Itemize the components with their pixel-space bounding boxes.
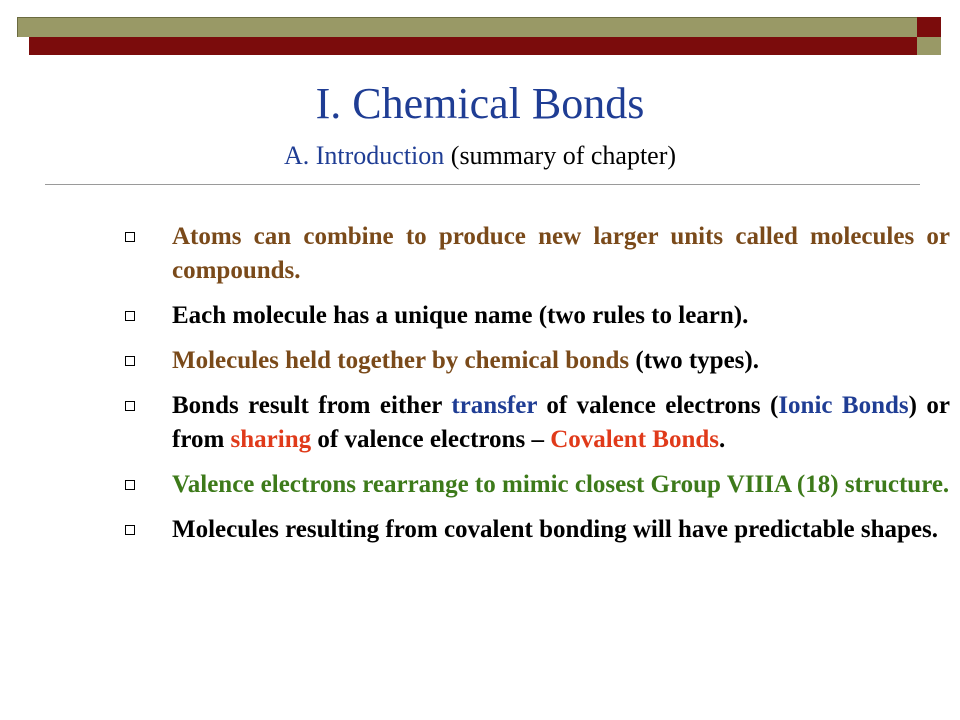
hollow-square-icon — [125, 401, 135, 411]
slide-subtitle — [0, 143, 960, 169]
bullet-text: . — [719, 426, 726, 453]
hollow-square-icon — [125, 480, 135, 490]
keyword-ionic-bonds: Ionic Bonds — [778, 392, 909, 419]
subtitle-section: A. Introduction — [283, 141, 445, 170]
bullet-item — [120, 513, 950, 547]
keyword-covalent-bonds: Covalent Bonds — [550, 426, 719, 453]
hollow-square-icon — [125, 232, 135, 242]
bullet-item — [120, 220, 950, 288]
hollow-square-icon — [125, 311, 135, 321]
bullet-text: Molecules resulting from covalent bonding will have predictable shapes. — [172, 516, 938, 543]
bullet-text: Valence electrons rearrange to mimic closest Group VIIIA (18) structure. — [172, 471, 950, 498]
header-corner-maroon — [917, 17, 941, 37]
bullet-item — [120, 344, 950, 378]
bullet-text: of valence electrons – — [311, 426, 551, 453]
header-bar-olive — [17, 17, 917, 37]
hollow-square-icon — [125, 525, 135, 535]
bullet-item — [120, 299, 950, 333]
bullet-text: Atoms can combine to produce new larger units called molecules or compounds. — [172, 223, 950, 284]
header-corner-olive — [917, 37, 941, 55]
subtitle-note: (summary of chapter) — [444, 141, 677, 170]
bullet-item — [120, 468, 950, 502]
slide-title: I. Chemical Bonds — [315, 79, 645, 128]
bullet-item — [120, 389, 950, 457]
keyword-sharing: sharing — [230, 426, 312, 453]
header-bar-maroon — [29, 37, 917, 55]
bullet-text: ) or from — [172, 392, 950, 453]
bullet-text: Bonds result from either — [172, 392, 452, 419]
bullet-text: (two types). — [629, 347, 759, 374]
bullet-text: of valence electrons ( — [537, 392, 779, 419]
title-divider — [45, 184, 920, 185]
bullet-text: Each molecule has a unique name (two rules to learn). — [172, 302, 749, 329]
hollow-square-icon — [125, 356, 135, 366]
bullet-list — [120, 220, 950, 558]
keyword-transfer: transfer — [451, 392, 537, 419]
bullet-text-highlight: Molecules held together by chemical bonds — [172, 347, 630, 374]
